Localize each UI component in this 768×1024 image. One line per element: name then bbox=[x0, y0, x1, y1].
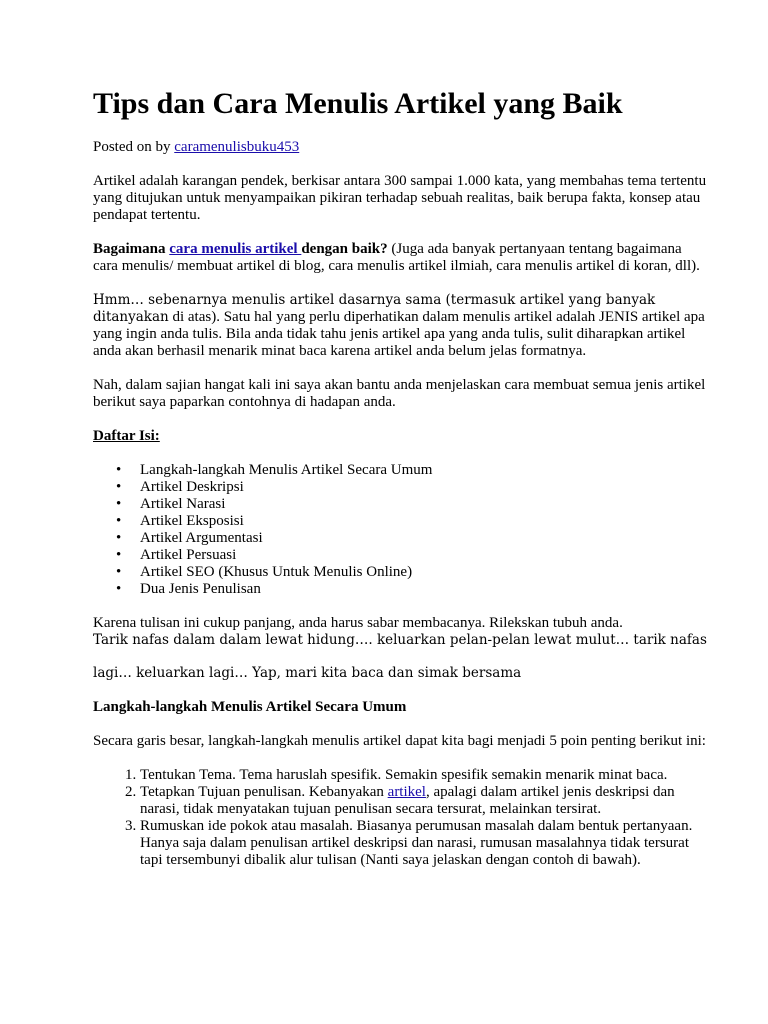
toc-item: • Artikel Narasi bbox=[140, 496, 708, 513]
step-2-after: , apalagi dalam artikel jenis deskripsi dan narasi, tidak menyatakan tujuan penulisan secara tersurat, melainkan tersirat. bbox=[140, 784, 675, 817]
author-link[interactable]: caramenulisbuku453 bbox=[174, 139, 300, 155]
question-rest: (Juga ada banyak pertanyaan tentang bagaimana cara menulis/ membuat artikel di blog, cara menulis artikel ilmiah, cara menulis artikel di koran, dll). bbox=[93, 241, 700, 274]
relax-line-3: lagi… keluarkan lagi… Yap, mari kita baca dan simak bersama bbox=[93, 665, 522, 681]
intro-paragraph: Artikel adalah karangan pendek, berkisar antara 300 sampai 1.000 kata, yang membahas tema tertentu yang ditujukan untuk menyampaikan pikiran terhadap sebuah realitas, baik berupa fakta, konsep atau pendapat tertentu. bbox=[93, 173, 707, 223]
toc-item: • Dua Jenis Penulisan bbox=[140, 581, 708, 598]
toc-item: • Artikel Eksposisi bbox=[140, 513, 708, 530]
toc-heading: Daftar Isi: bbox=[93, 428, 160, 444]
toc-item: • Artikel SEO (Khusus Untuk Menulis Online) bbox=[140, 564, 708, 581]
article-title: Tips dan Cara Menulis Artikel yang Baik bbox=[93, 87, 623, 120]
step-item: 1. Tentukan Tema. Tema haruslah spesifik. Semakin spesifik semakin menarik minat baca. bbox=[140, 767, 708, 784]
relax-paragraph bbox=[93, 615, 708, 682]
toc-item: • Artikel Persuasi bbox=[140, 547, 708, 564]
hmm-rest: di atas). Satu hal yang perlu diperhatikan dalam menulis artikel adalah JENIS artikel apa yang ingin anda tulis. Bila anda tidak tahu jenis artikel apa yang anda tulis, sulit diharapkan artikel anda akan berhasil menarik minat baca karena artikel anda belum jelas formatnya. bbox=[93, 309, 705, 359]
toc-item: • Artikel Deskripsi bbox=[140, 479, 708, 496]
steps-intro: Secara garis besar, langkah-langkah menulis artikel dapat kita bagi menjadi 5 poin penting berikut ini: bbox=[93, 733, 706, 749]
hmm-first-line: Hmm… sebenarnya menulis artikel dasarnya sama (termasuk artikel yang banyak ditanyakan bbox=[93, 292, 656, 325]
question-bold-start: Bagaimana bbox=[93, 241, 170, 257]
relax-line-1: Karena tulisan ini cukup panjang, anda harus sabar membacanya. Rilekskan tubuh anda. bbox=[93, 615, 623, 631]
artikel-link[interactable]: artikel bbox=[387, 784, 426, 800]
cara-menulis-artikel-link[interactable]: cara menulis artikel bbox=[169, 241, 302, 257]
step-2-before: Tetapkan Tujuan penulisan. Kebanyakan bbox=[140, 784, 388, 800]
steps-list bbox=[93, 767, 708, 869]
step-item: 3. Rumuskan ide pokok atau masalah. Biasanya perumusan masalah dalam bentuk pertanyaan. Hanya saja dalam penulisan artikel deskripsi dan narasi, rumusan masalahnya tidak tersurat tapi tersembunyi dibalik alur tulisan (Nanti saya jelaskan dengan contoh di bawah). bbox=[140, 818, 708, 869]
posted-prefix: Posted on by bbox=[93, 139, 175, 155]
question-bold-end: dengan baik? bbox=[301, 241, 388, 257]
question-paragraph bbox=[93, 241, 708, 275]
nah-paragraph: Nah, dalam sajian hangat kali ini saya akan bantu anda menjelaskan cara membuat semua jenis artikel berikut saya paparkan contohnya di hadapan anda. bbox=[93, 377, 706, 410]
section-heading: Langkah-langkah Menulis Artikel Secara Umum bbox=[93, 699, 407, 715]
toc-list bbox=[93, 462, 708, 598]
toc-item: • Langkah-langkah Menulis Artikel Secara Umum bbox=[140, 462, 708, 479]
toc-item: • Artikel Argumentasi bbox=[140, 530, 708, 547]
posted-line bbox=[93, 139, 708, 156]
step-item bbox=[140, 784, 708, 818]
hmm-paragraph bbox=[93, 292, 708, 360]
relax-line-2: Tarik nafas dalam dalam lewat hidung…. keluarkan pelan-pelan lewat mulut… tarik nafas bbox=[93, 632, 707, 648]
